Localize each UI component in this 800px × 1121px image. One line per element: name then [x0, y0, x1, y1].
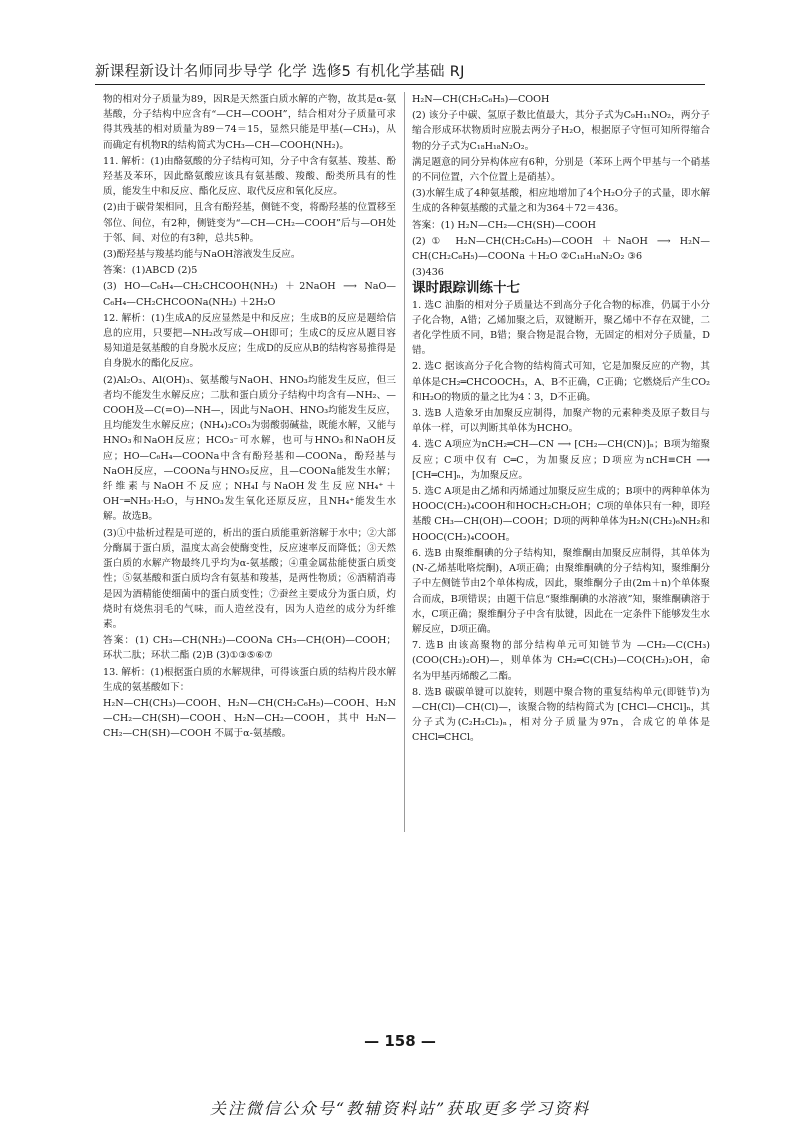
page-number: — 158 —: [364, 1032, 436, 1050]
right-paragraph: 4. 选C A项应为nCH₂═CH—CN ⟶ [CH₂—CH(CN)]ₙ；B项为缩聚反应；C项中仅有 C═C，为加聚反应；D项应为nCH≡CH ⟶ [CH═CH]ₙ，为加聚反应。: [412, 439, 710, 481]
left-paragraph: 12. 解析：(1)生成A的反应显然是中和反应；生成B的反应是题给信息的应用，只要把—NH₂改写成—OH即可；生成C的反应从题目容易知道是氨基酸的自身脱水反应；生成D的反应从B的结构容易推得是自身脱水的酯化反应。: [103, 312, 396, 370]
right-paragraph: 2. 选C 据该高分子化合物的结构简式可知，它是加聚反应的产物，其单体是CH₂═CHCOOCH₃，A、B不正确，C正确；它燃烧后产生CO₂和H₂O的物质的量之比为4∶3，D不正确。: [412, 361, 710, 403]
right-paragraph: 答案：(1) H₂N—CH₂—CH(SH)—COOH: [412, 219, 596, 231]
section-title: 课时跟踪训练十七: [412, 280, 520, 297]
footer-note: 关注微信公众号“教辅资料站”获取更多学习资料: [209, 1099, 591, 1118]
running-header: 新课程新设计名师同步导学 化学 选修5 有机化学基础 RJ: [95, 64, 465, 80]
column-divider: [404, 92, 405, 832]
right-paragraph: 5. 选C A项是由乙烯和丙烯通过加聚反应生成的；B项中的两种单体为HOOC(CH₂)₄COOH和HOCH₂CH₂OH；C项的单体只有一种，即羟基酸 CH₃—CH(OH)—COOH；D项的两种单体为H₂N(CH₂)₆NH₂和HOOC(CH₂)₄COOH。: [412, 486, 710, 543]
right-paragraph: 3. 选B 人造象牙由加聚反应制得，加聚产物的元素种类及原子数目与单体一样，可以判断其单体为HCHO。: [412, 408, 710, 435]
right-paragraph: 8. 选B 碳碳单键可以旋转，则题中聚合物的重复结构单元(即链节)为 —CH(Cl)—CH(Cl)—，该聚合物的结构简式为 [CHCl—CHCl]ₙ，其分子式为(C₂H₂Cl₂)ₙ，相对分子质量为97n，合成它的单体是CHCl═CHCl。: [412, 686, 710, 744]
header-rule: [95, 84, 705, 85]
right-paragraph: 满足题意的同分异构体应有6种，分别是（苯环上两个甲基与一个硝基的不同位置，六个位置上是硝基）。: [412, 156, 710, 184]
right-paragraph: (3)436: [412, 267, 444, 279]
left-paragraph: 答案：(1) CH₃—CH(NH₂)—COONa CH₃—CH(OH)—COOH；环状二肽；环状二酯 (2)B (3)①③⑤⑥⑦: [103, 635, 396, 662]
right-column: [412, 92, 710, 747]
right-paragraph: (2) 该分子中碳、氢原子数比值最大，其分子式为C₉H₁₁NO₂，两分子缩合形成环状物质时应脱去两分子H₂O，根据原子守恒可知所得缩合物的分子式为C₁₈H₁₈N₂O₂。: [412, 110, 710, 152]
left-paragraph: 物的相对分子质量为89，因R是天然蛋白质水解的产物，故其是α-氨基酸，分子结构中应含有“—CH—COOH”，结合相对分子质量可求得其残基的相对质量为89－74＝15，显然只能是甲基(—CH₃)，从而确定有机物R的结构简式为CH₃—CH—COOH(NH₂)。: [103, 94, 396, 151]
left-paragraph: (3)①中盐析过程是可逆的，析出的蛋白质能重新溶解于水中；②大部分酶属于蛋白质，温度太高会使酶变性，反应速率反而降低；③天然蛋白质的水解产物最终几乎均为α-氨基酸；④重金属盐能使蛋白质变性；⑤氨基酸和蛋白质均含有氨基和羧基，是两性物质；⑥酒精消毒是因为酒精能使细菌中的蛋白质变性；⑦蚕丝主要成分为蛋白质，灼烧时有烧焦羽毛的气味，而人造丝没有，因为人造丝的成分为纤维素。: [103, 527, 396, 630]
left-paragraph: 答案：(1)ABCD (2)5: [103, 265, 198, 277]
left-paragraph: H₂N—CH(CH₃)—COOH、H₂N—CH(CH₂C₆H₅)—COOH、H₂N—CH₂—CH(SH)—COOH、H₂N—CH₂—COOH，其中 H₂N—CH₂—CH(SH)—COOH 不属于α-氨基酸。: [103, 697, 396, 740]
right-paragraph: (3)水解生成了4种氨基酸，相应地增加了4个H₂O分子的式量，即水解生成的各种氨基酸的式量之和为364＋72＝436。: [412, 188, 710, 215]
left-paragraph: (3) HO—C₆H₄—CH₂CHCOOH(NH₂) ＋2NaOH ⟶ NaO—C₆H₄—CH₂CHCOONa(NH₂) ＋2H₂O: [103, 281, 396, 308]
left-paragraph: 13. 解析：(1)根据蛋白质的水解规律，可得该蛋白质的结构片段水解生成的氨基酸如下：: [103, 666, 396, 693]
right-paragraph: 6. 选B 由聚维酮碘的分子结构知，聚维酮由加聚反应制得，其单体为 (N-乙烯基吡咯烷酮)，A项正确；由聚维酮碘的分子结构知，聚维酮分子中左侧链节由2个单体构成，因此，聚维酮分子由(2m＋n)个单体聚合而成，B项错误；由题干信息“聚维酮碘的水溶液”知，聚维酮碘溶于水，C项正确；聚维酮分子中含有肽键，因此在一定条件下能够发生水解反应，D项正确。: [412, 547, 710, 635]
left-paragraph: (2)由于碳骨架相同，且含有酚羟基，侧链不变，将酚羟基的位置移至邻位、间位，有2种，侧链变为“—CH—CH₂—COOH”后与—OH处于邻、间、对位的有3种，总共5种。: [103, 202, 396, 244]
right-paragraph: 7. 选B 由该高聚物的部分结构单元可知链节为 —CH₂—C(CH₃)(COO(CH₂)₂OH)—，则单体为 CH₂═C(CH₃)—CO(CH₂)₂OH，命名为甲基丙烯酸乙二酯。: [412, 640, 710, 682]
left-paragraph: (2)Al₂O₃、Al(OH)₃、氨基酸与NaOH、HNO₃均能发生反应，但三者均不能发生水解反应；二肽和蛋白质分子结构中均含有—NH₂、—COOH及—C(=O)—NH—，因此与NaOH、HNO₃均能发生反应，且均能发生水解反应；(NH₄)₂CO₃为弱酸弱碱盐，既能水解，又能与HNO₃和NaOH反应；HCO₃⁻可水解，也可与HNO₃和NaOH反应；HO—C₆H₄—COONa中含有酚羟基和—COONa，酚羟基与NaOH反应，—COONa与HNO₃反应，且—COONa能发生水解；纤维素与NaOH不反应；NH₄I与NaOH发生反应NH₄⁺＋OH⁻═NH₃·H₂O，与HNO₃发生氧化还原反应，且NH₄⁺能发生水解。故选B。: [103, 374, 396, 523]
left-column: [103, 92, 396, 743]
left-paragraph: (3)酚羟基与羧基均能与NaOH溶液发生反应。: [103, 249, 301, 261]
right-paragraph: (2)① H₂N—CH(CH₂C₆H₅)—COOH ＋NaOH ⟶ H₂N—CH(CH₂C₆H₅)—COONa ＋H₂O ②C₁₈H₁₈N₂O₂ ③6: [412, 235, 710, 263]
left-paragraph: 11. 解析：(1)由酪氨酸的分子结构可知，分子中含有氨基、羧基、酚羟基及苯环，因此酪氨酸应该具有氨基酸、羧酸、酚类所具有的性质，能发生中和反应、酯化反应、取代反应和氧化反应。: [103, 155, 396, 198]
right-paragraph: H₂N—CH(CH₂C₆H₅)—COOH: [412, 94, 550, 105]
right-paragraph: 1. 选C 油脂的相对分子质量达不到高分子化合物的标准，仍属于小分子化合物，A错；乙烯加聚之后，双键断开，聚乙烯中不存在双键，二者化学性质不同，B错；聚合物是混合物，无固定的相对分子质量，D错。: [412, 299, 710, 357]
